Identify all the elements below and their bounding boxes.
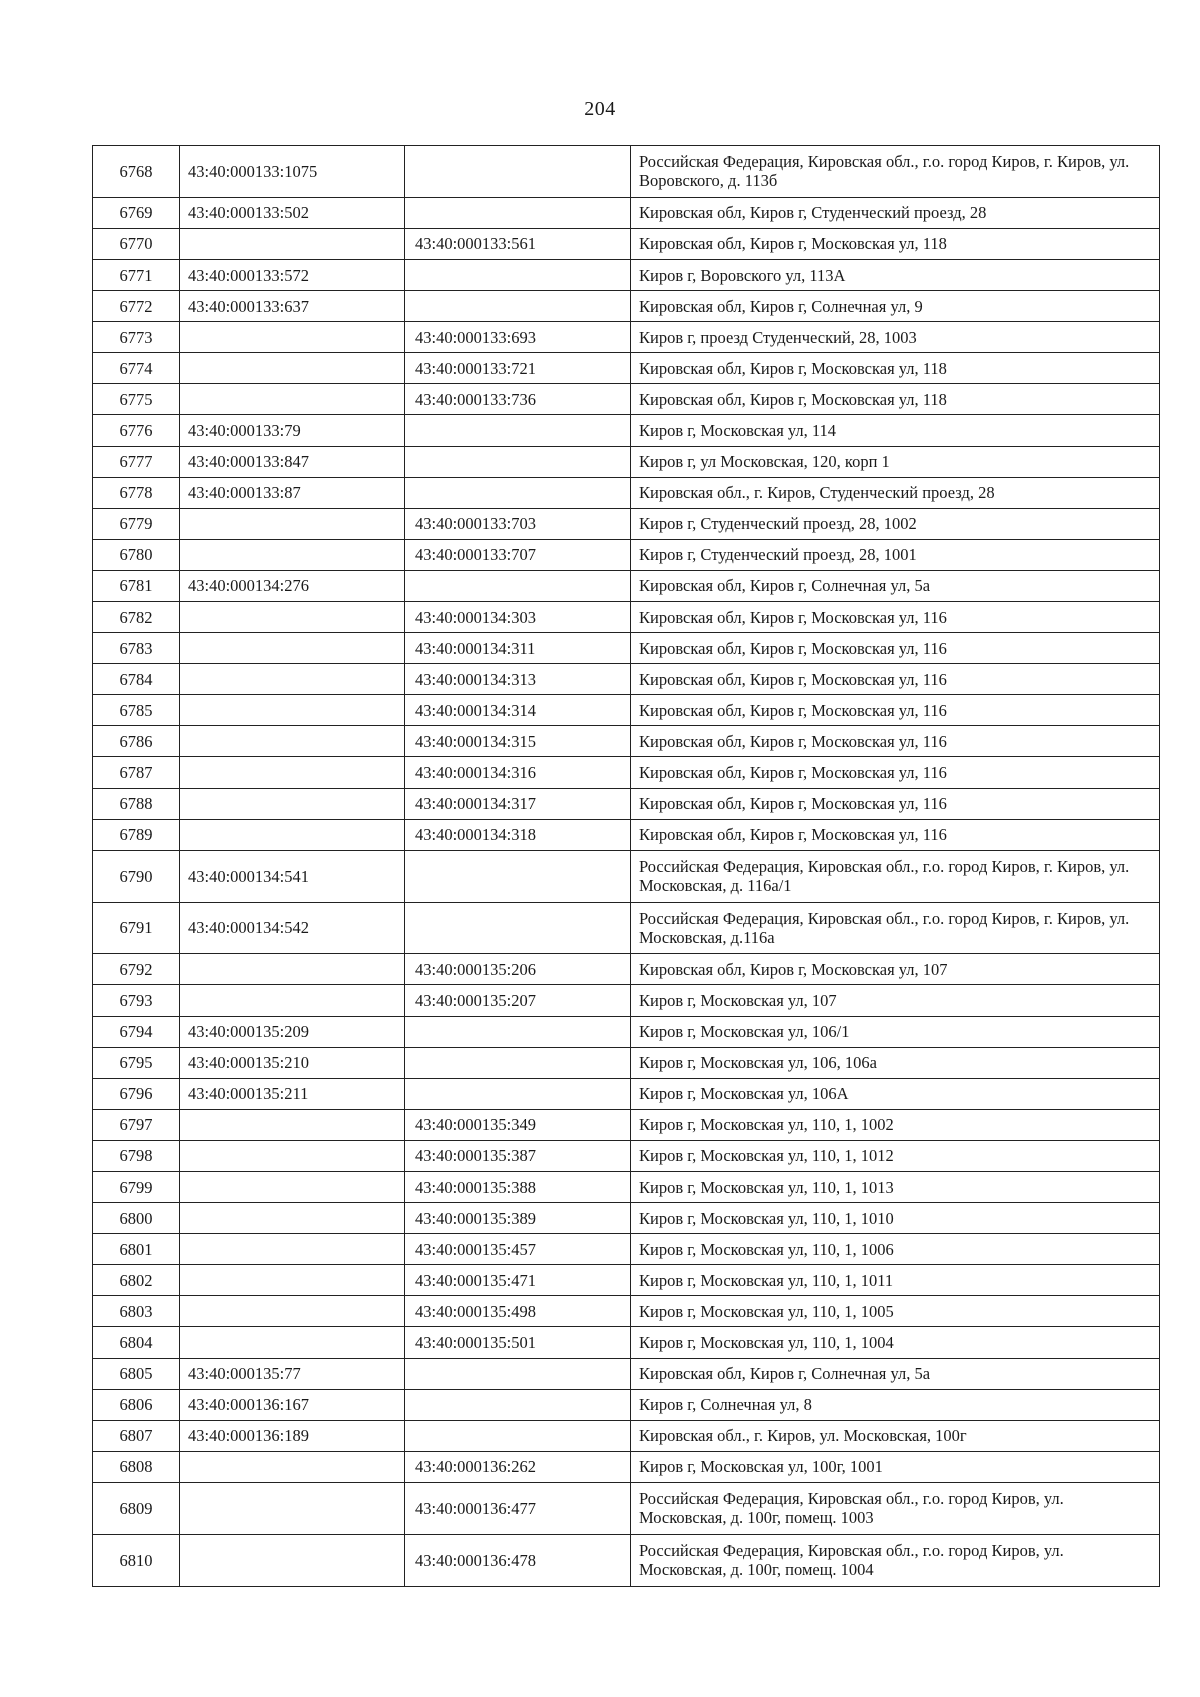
table-row	[93, 146, 1160, 198]
address-cell: Киров г, Московская ул, 110, 1, 1012	[631, 1140, 1160, 1171]
row-number-cell: 6793	[93, 985, 180, 1016]
table-row	[93, 788, 1160, 819]
row-number-cell: 6791	[93, 902, 180, 954]
address-cell: Киров г, Московская ул, 110, 1, 1006	[631, 1234, 1160, 1265]
object-cadastral-cell: 43:40:000135:457	[405, 1234, 631, 1265]
object-cadastral-cell: 43:40:000135:388	[405, 1172, 631, 1203]
object-cadastral-cell: 43:40:000134:314	[405, 695, 631, 726]
land-cadastral-cell	[180, 508, 405, 539]
object-cadastral-cell: 43:40:000133:721	[405, 353, 631, 384]
land-cadastral-cell	[180, 539, 405, 570]
object-cadastral-cell	[405, 197, 631, 228]
row-number-cell: 6783	[93, 633, 180, 664]
table-row	[93, 1358, 1160, 1389]
row-number-cell: 6772	[93, 291, 180, 322]
address-cell: Кировская обл, Киров г, Солнечная ул, 9	[631, 291, 1160, 322]
row-number-cell: 6780	[93, 539, 180, 570]
table-row	[93, 477, 1160, 508]
object-cadastral-cell	[405, 1078, 631, 1109]
table-row	[93, 291, 1160, 322]
address-cell: Российская Федерация, Кировская обл., г.о. город Киров, ул. Московская, д. 100г, помещ. 1003	[631, 1482, 1160, 1534]
address-cell: Киров г, Московская ул, 114	[631, 415, 1160, 446]
land-cadastral-cell	[180, 1296, 405, 1327]
object-cadastral-cell: 43:40:000133:707	[405, 539, 631, 570]
table-row	[93, 1140, 1160, 1171]
object-cadastral-cell: 43:40:000134:311	[405, 633, 631, 664]
table-row	[93, 570, 1160, 601]
address-cell: Киров г, Московская ул, 107	[631, 985, 1160, 1016]
address-cell: Киров г, Московская ул, 106/1	[631, 1016, 1160, 1047]
address-cell: Кировская обл, Киров г, Студенческий проезд, 28	[631, 197, 1160, 228]
address-cell: Киров г, проезд Студенческий, 28, 1003	[631, 322, 1160, 353]
object-cadastral-cell: 43:40:000133:561	[405, 228, 631, 259]
address-cell: Киров г, Московская ул, 106, 106а	[631, 1047, 1160, 1078]
land-cadastral-cell: 43:40:000136:189	[180, 1420, 405, 1451]
address-cell: Киров г, ул Московская, 120, корп 1	[631, 446, 1160, 477]
table-row	[93, 757, 1160, 788]
land-cadastral-cell	[180, 1327, 405, 1358]
land-cadastral-cell: 43:40:000133:847	[180, 446, 405, 477]
table-row	[93, 508, 1160, 539]
land-cadastral-cell	[180, 1140, 405, 1171]
row-number-cell: 6794	[93, 1016, 180, 1047]
land-cadastral-cell	[180, 384, 405, 415]
row-number-cell: 6784	[93, 664, 180, 695]
row-number-cell: 6781	[93, 570, 180, 601]
object-cadastral-cell	[405, 1047, 631, 1078]
row-number-cell: 6797	[93, 1109, 180, 1140]
land-cadastral-cell: 43:40:000135:211	[180, 1078, 405, 1109]
land-cadastral-cell	[180, 819, 405, 850]
row-number-cell: 6785	[93, 695, 180, 726]
land-cadastral-cell	[180, 1451, 405, 1482]
table-row	[93, 726, 1160, 757]
address-cell: Кировская обл., г. Киров, ул. Московская, 100г	[631, 1420, 1160, 1451]
object-cadastral-cell: 43:40:000136:477	[405, 1482, 631, 1534]
address-cell: Киров г, Московская ул, 110, 1, 1005	[631, 1296, 1160, 1327]
land-cadastral-cell	[180, 1203, 405, 1234]
land-cadastral-cell	[180, 1534, 405, 1586]
address-cell: Российская Федерация, Кировская обл., г.о. город Киров, ул. Московская, д. 100г, помещ. 1004	[631, 1534, 1160, 1586]
row-number-cell: 6778	[93, 477, 180, 508]
row-number-cell: 6805	[93, 1358, 180, 1389]
row-number-cell: 6773	[93, 322, 180, 353]
registry-table-body	[93, 146, 1160, 1587]
address-cell: Киров г, Московская ул, 110, 1, 1010	[631, 1203, 1160, 1234]
table-row	[93, 850, 1160, 902]
land-cadastral-cell: 43:40:000134:276	[180, 570, 405, 601]
table-row	[93, 446, 1160, 477]
row-number-cell: 6774	[93, 353, 180, 384]
address-cell: Киров г, Московская ул, 110, 1, 1013	[631, 1172, 1160, 1203]
address-cell: Кировская обл, Киров г, Московская ул, 118	[631, 353, 1160, 384]
object-cadastral-cell	[405, 146, 631, 198]
table-row	[93, 384, 1160, 415]
address-cell: Кировская обл, Киров г, Солнечная ул, 5а	[631, 1358, 1160, 1389]
object-cadastral-cell	[405, 291, 631, 322]
land-cadastral-cell	[180, 757, 405, 788]
land-cadastral-cell: 43:40:000134:541	[180, 850, 405, 902]
table-row	[93, 1203, 1160, 1234]
row-number-cell: 6790	[93, 850, 180, 902]
object-cadastral-cell: 43:40:000133:693	[405, 322, 631, 353]
address-cell: Киров г, Московская ул, 100г, 1001	[631, 1451, 1160, 1482]
table-row	[93, 1172, 1160, 1203]
row-number-cell: 6775	[93, 384, 180, 415]
land-cadastral-cell	[180, 726, 405, 757]
object-cadastral-cell: 43:40:000134:318	[405, 819, 631, 850]
object-cadastral-cell	[405, 415, 631, 446]
object-cadastral-cell: 43:40:000135:471	[405, 1265, 631, 1296]
land-cadastral-cell: 43:40:000133:572	[180, 259, 405, 290]
row-number-cell: 6796	[93, 1078, 180, 1109]
table-row	[93, 259, 1160, 290]
address-cell: Кировская обл, Киров г, Московская ул, 116	[631, 602, 1160, 633]
object-cadastral-cell: 43:40:000135:501	[405, 1327, 631, 1358]
object-cadastral-cell: 43:40:000133:736	[405, 384, 631, 415]
object-cadastral-cell	[405, 1389, 631, 1420]
address-cell: Кировская обл, Киров г, Московская ул, 118	[631, 384, 1160, 415]
object-cadastral-cell: 43:40:000134:316	[405, 757, 631, 788]
row-number-cell: 6769	[93, 197, 180, 228]
address-cell: Кировская обл, Киров г, Московская ул, 116	[631, 819, 1160, 850]
land-cadastral-cell	[180, 228, 405, 259]
land-cadastral-cell: 43:40:000133:87	[180, 477, 405, 508]
land-cadastral-cell: 43:40:000133:79	[180, 415, 405, 446]
row-number-cell: 6810	[93, 1534, 180, 1586]
address-cell: Киров г, Московская ул, 106А	[631, 1078, 1160, 1109]
table-row	[93, 1078, 1160, 1109]
address-cell: Российская Федерация, Кировская обл., г.о. город Киров, г. Киров, ул. Воровского, д. 113б	[631, 146, 1160, 198]
table-row	[93, 1016, 1160, 1047]
table-row	[93, 1420, 1160, 1451]
object-cadastral-cell: 43:40:000135:389	[405, 1203, 631, 1234]
table-row	[93, 695, 1160, 726]
land-cadastral-cell: 43:40:000136:167	[180, 1389, 405, 1420]
row-number-cell: 6782	[93, 602, 180, 633]
table-row	[93, 1451, 1160, 1482]
address-cell: Киров г, Воровского ул, 113А	[631, 259, 1160, 290]
address-cell: Кировская обл, Киров г, Московская ул, 116	[631, 695, 1160, 726]
row-number-cell: 6795	[93, 1047, 180, 1078]
table-row	[93, 1327, 1160, 1358]
object-cadastral-cell: 43:40:000135:349	[405, 1109, 631, 1140]
table-row	[93, 322, 1160, 353]
object-cadastral-cell	[405, 902, 631, 954]
row-number-cell: 6802	[93, 1265, 180, 1296]
object-cadastral-cell	[405, 570, 631, 601]
land-cadastral-cell: 43:40:000135:77	[180, 1358, 405, 1389]
row-number-cell: 6787	[93, 757, 180, 788]
address-cell: Киров г, Московская ул, 110, 1, 1011	[631, 1265, 1160, 1296]
land-cadastral-cell	[180, 1482, 405, 1534]
row-number-cell: 6800	[93, 1203, 180, 1234]
table-row	[93, 985, 1160, 1016]
table-row	[93, 197, 1160, 228]
address-cell: Кировская обл, Киров г, Солнечная ул, 5а	[631, 570, 1160, 601]
row-number-cell: 6804	[93, 1327, 180, 1358]
land-cadastral-cell	[180, 985, 405, 1016]
land-cadastral-cell: 43:40:000134:542	[180, 902, 405, 954]
address-cell: Кировская обл, Киров г, Московская ул, 116	[631, 633, 1160, 664]
land-cadastral-cell	[180, 1234, 405, 1265]
object-cadastral-cell: 43:40:000134:313	[405, 664, 631, 695]
table-row	[93, 1265, 1160, 1296]
object-cadastral-cell	[405, 446, 631, 477]
row-number-cell: 6771	[93, 259, 180, 290]
address-cell: Киров г, Московская ул, 110, 1, 1004	[631, 1327, 1160, 1358]
address-cell: Киров г, Московская ул, 110, 1, 1002	[631, 1109, 1160, 1140]
object-cadastral-cell	[405, 850, 631, 902]
row-number-cell: 6776	[93, 415, 180, 446]
object-cadastral-cell	[405, 259, 631, 290]
address-cell: Киров г, Солнечная ул, 8	[631, 1389, 1160, 1420]
table-row	[93, 902, 1160, 954]
table-row	[93, 1047, 1160, 1078]
address-cell: Кировская обл, Киров г, Московская ул, 116	[631, 664, 1160, 695]
object-cadastral-cell: 43:40:000135:207	[405, 985, 631, 1016]
land-cadastral-cell	[180, 602, 405, 633]
table-row	[93, 1109, 1160, 1140]
row-number-cell: 6801	[93, 1234, 180, 1265]
land-cadastral-cell	[180, 954, 405, 985]
land-cadastral-cell	[180, 1109, 405, 1140]
table-row	[93, 539, 1160, 570]
address-cell: Кировская обл, Киров г, Московская ул, 116	[631, 726, 1160, 757]
land-cadastral-cell	[180, 788, 405, 819]
table-row	[93, 664, 1160, 695]
object-cadastral-cell	[405, 477, 631, 508]
address-cell: Кировская обл., г. Киров, Студенческий проезд, 28	[631, 477, 1160, 508]
object-cadastral-cell	[405, 1420, 631, 1451]
object-cadastral-cell: 43:40:000136:262	[405, 1451, 631, 1482]
address-cell: Кировская обл, Киров г, Московская ул, 107	[631, 954, 1160, 985]
address-cell: Кировская обл, Киров г, Московская ул, 118	[631, 228, 1160, 259]
registry-table	[92, 145, 1160, 1587]
row-number-cell: 6792	[93, 954, 180, 985]
address-cell: Российская Федерация, Кировская обл., г.о. город Киров, г. Киров, ул. Московская, д.116а	[631, 902, 1160, 954]
object-cadastral-cell	[405, 1358, 631, 1389]
table-row	[93, 954, 1160, 985]
object-cadastral-cell: 43:40:000135:387	[405, 1140, 631, 1171]
row-number-cell: 6779	[93, 508, 180, 539]
row-number-cell: 6799	[93, 1172, 180, 1203]
land-cadastral-cell: 43:40:000133:1075	[180, 146, 405, 198]
table-row	[93, 353, 1160, 384]
row-number-cell: 6770	[93, 228, 180, 259]
land-cadastral-cell	[180, 664, 405, 695]
table-row	[93, 1534, 1160, 1586]
address-cell: Кировская обл, Киров г, Московская ул, 116	[631, 757, 1160, 788]
land-cadastral-cell	[180, 353, 405, 384]
object-cadastral-cell: 43:40:000136:478	[405, 1534, 631, 1586]
row-number-cell: 6809	[93, 1482, 180, 1534]
land-cadastral-cell	[180, 322, 405, 353]
address-cell: Российская Федерация, Кировская обл., г.о. город Киров, г. Киров, ул. Московская, д. 116а/1	[631, 850, 1160, 902]
object-cadastral-cell: 43:40:000134:317	[405, 788, 631, 819]
row-number-cell: 6798	[93, 1140, 180, 1171]
land-cadastral-cell	[180, 695, 405, 726]
land-cadastral-cell: 43:40:000133:637	[180, 291, 405, 322]
table-row	[93, 1389, 1160, 1420]
object-cadastral-cell: 43:40:000134:303	[405, 602, 631, 633]
object-cadastral-cell: 43:40:000133:703	[405, 508, 631, 539]
address-cell: Киров г, Студенческий проезд, 28, 1002	[631, 508, 1160, 539]
table-row	[93, 602, 1160, 633]
table-row	[93, 1296, 1160, 1327]
land-cadastral-cell	[180, 1265, 405, 1296]
row-number-cell: 6807	[93, 1420, 180, 1451]
row-number-cell: 6788	[93, 788, 180, 819]
row-number-cell: 6806	[93, 1389, 180, 1420]
row-number-cell: 6789	[93, 819, 180, 850]
row-number-cell: 6768	[93, 146, 180, 198]
table-row	[93, 633, 1160, 664]
table-row	[93, 1234, 1160, 1265]
row-number-cell: 6777	[93, 446, 180, 477]
table-row	[93, 1482, 1160, 1534]
address-cell: Киров г, Студенческий проезд, 28, 1001	[631, 539, 1160, 570]
land-cadastral-cell: 43:40:000133:502	[180, 197, 405, 228]
land-cadastral-cell	[180, 633, 405, 664]
object-cadastral-cell: 43:40:000135:498	[405, 1296, 631, 1327]
table-row	[93, 819, 1160, 850]
table-row	[93, 415, 1160, 446]
land-cadastral-cell	[180, 1172, 405, 1203]
table-row	[93, 228, 1160, 259]
land-cadastral-cell: 43:40:000135:209	[180, 1016, 405, 1047]
row-number-cell: 6803	[93, 1296, 180, 1327]
page-number: 204	[584, 98, 616, 120]
object-cadastral-cell: 43:40:000135:206	[405, 954, 631, 985]
object-cadastral-cell	[405, 1016, 631, 1047]
land-cadastral-cell: 43:40:000135:210	[180, 1047, 405, 1078]
row-number-cell: 6808	[93, 1451, 180, 1482]
row-number-cell: 6786	[93, 726, 180, 757]
address-cell: Кировская обл, Киров г, Московская ул, 116	[631, 788, 1160, 819]
object-cadastral-cell: 43:40:000134:315	[405, 726, 631, 757]
